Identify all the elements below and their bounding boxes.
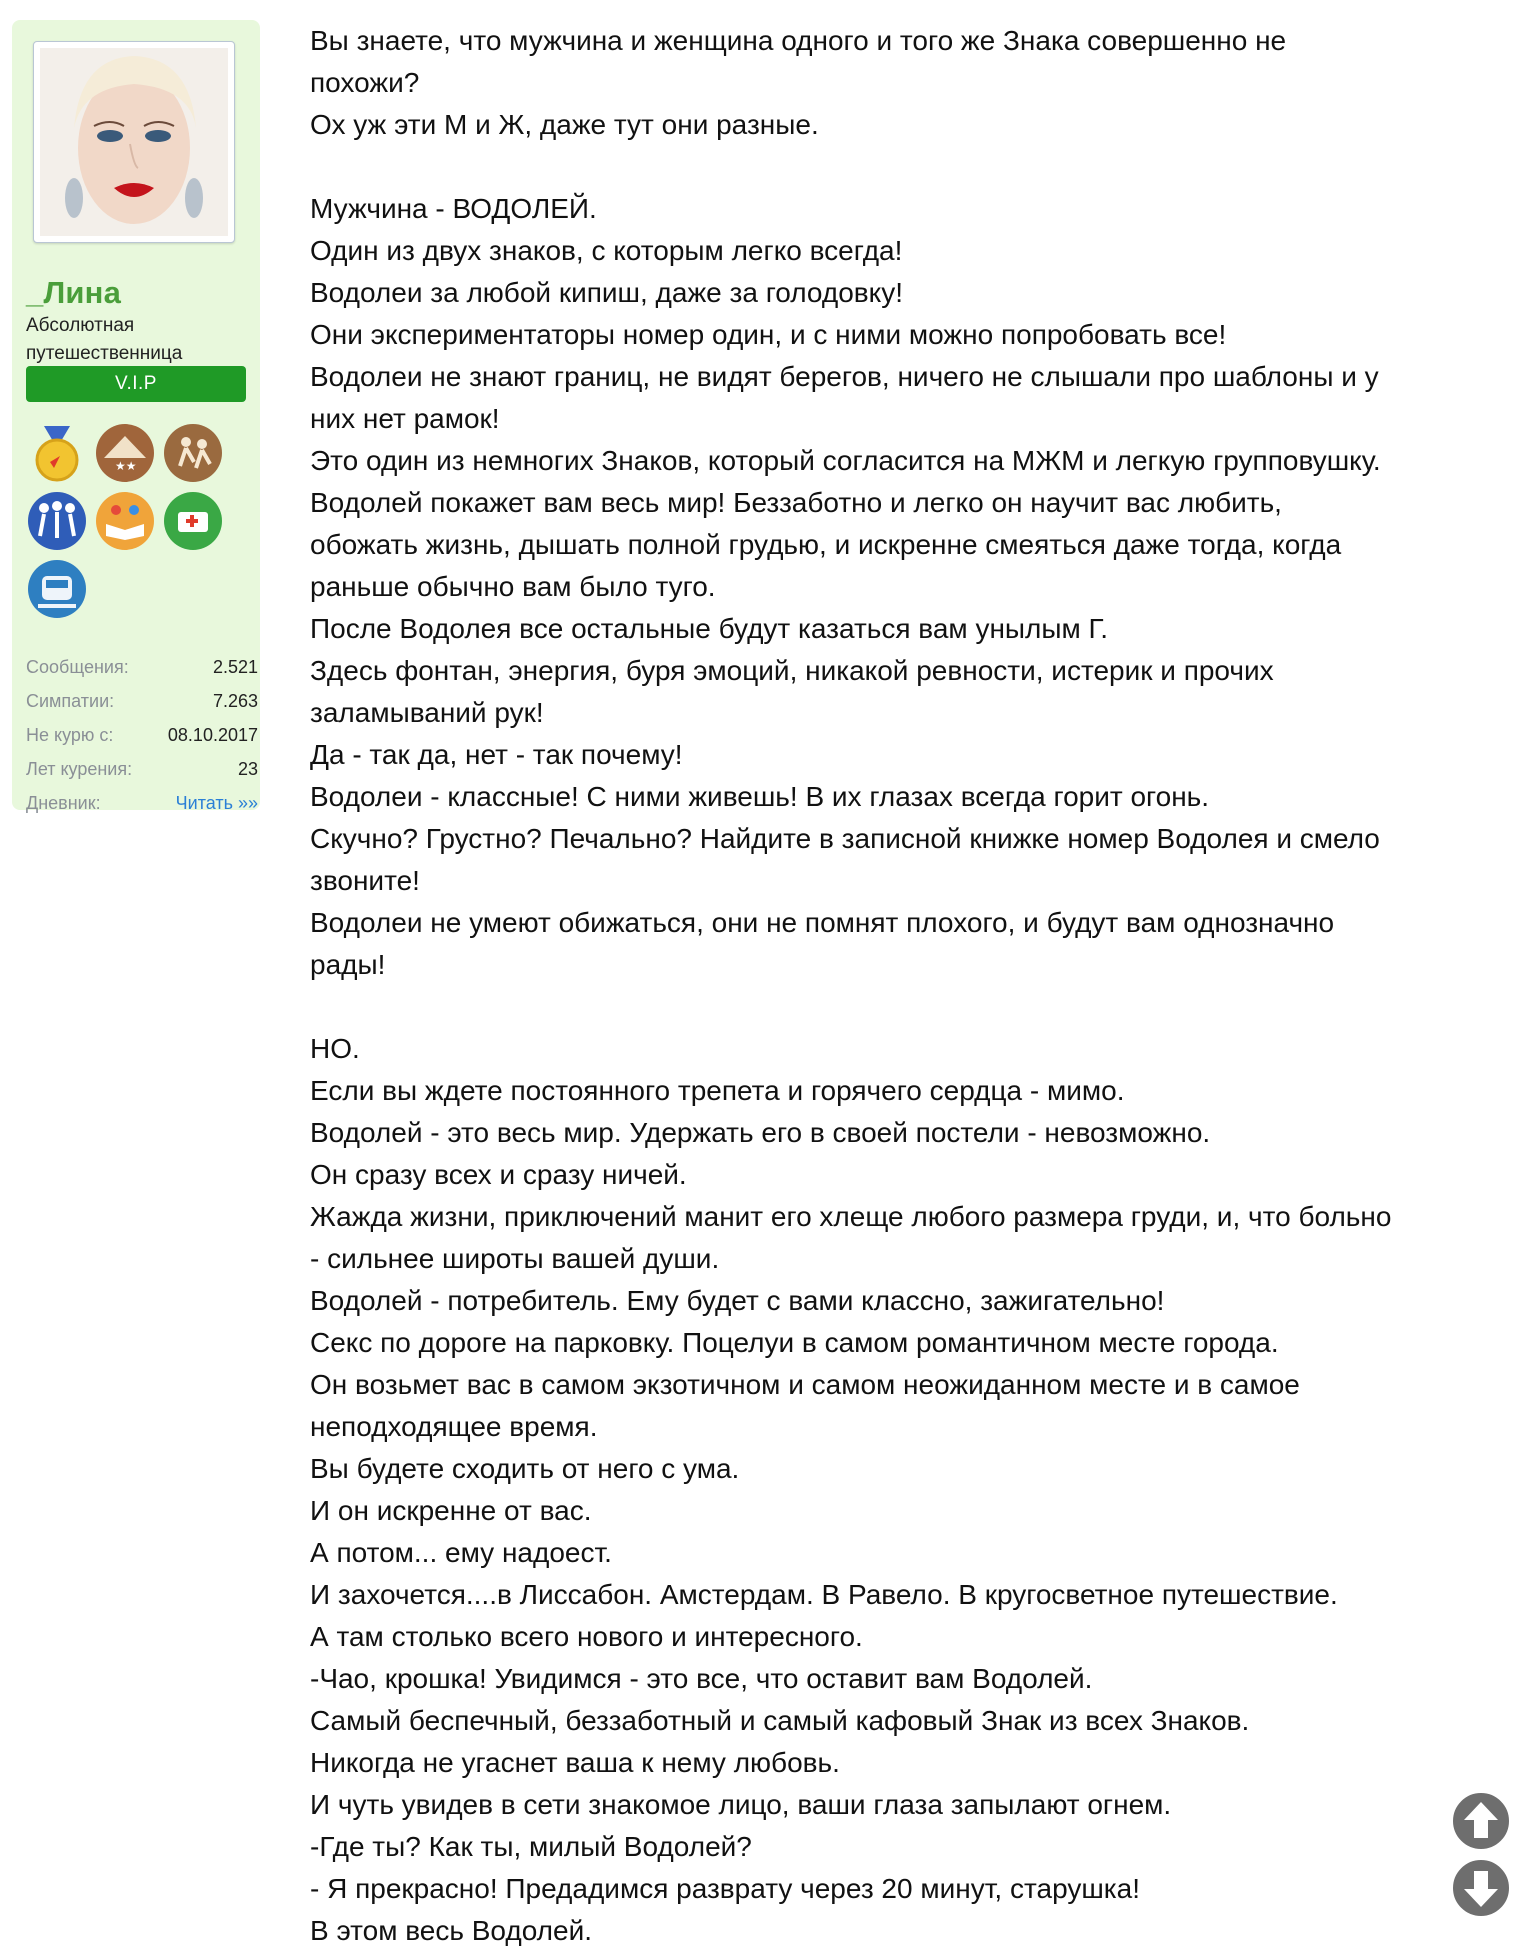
avatar-image — [40, 48, 228, 236]
post-line: Да - так да, нет - так почему! — [310, 739, 683, 770]
avatar[interactable] — [33, 41, 235, 243]
post-line: Водолей - потребитель. Ему будет с вами классно, зажигательно! — [310, 1285, 1165, 1316]
awards — [26, 422, 256, 662]
post-line: Они экспериментаторы номер один, и с ними можно попробовать все! — [310, 319, 1227, 350]
post-line: Он возьмет вас в самом экзотичном и самом неожиданном месте и в самое — [310, 1369, 1300, 1400]
post-line: - сильнее широты вашей души. — [310, 1243, 720, 1274]
post-line: Один из двух знаков, с которым легко всегда! — [310, 235, 903, 266]
post-line: Мужчина - ВОДОЛЕЙ. — [310, 193, 597, 224]
post-line: - Я прекрасно! Предадимся разврату через 20 минут, старушка! — [310, 1873, 1141, 1904]
stat-row-messages — [26, 650, 258, 684]
post-line: И он искренне от вас. — [310, 1495, 592, 1526]
vip-badge: V.I.P — [26, 366, 246, 402]
username[interactable]: _Лина — [26, 275, 122, 310]
dancers-icon[interactable] — [162, 422, 224, 484]
post-line: Водолеи не умеют обижаться, они не помнят плохого, и будут вам однозначно — [310, 907, 1335, 938]
medal-icon[interactable] — [26, 422, 88, 484]
svg-text:★★: ★★ — [115, 459, 137, 473]
post-line: Это один из немногих Знаков, который согласится на МЖМ и легкую групповушку. — [310, 445, 1381, 476]
post-line: Он сразу всех и сразу ничей. — [310, 1159, 687, 1190]
post-line: них нет рамок! — [310, 403, 500, 434]
stat-label: Симпатии: — [26, 691, 115, 711]
stat-value: 7.263 — [212, 691, 258, 711]
stat-value: 2.521 — [212, 657, 258, 677]
people-jumping-icon[interactable] — [26, 490, 88, 552]
user-title: Абсолютная путешественница — [26, 315, 183, 364]
stat-row-no-smoking-since — [26, 718, 258, 752]
open-book-people-icon[interactable] — [94, 490, 156, 552]
stat-label: Дневник: — [26, 793, 101, 813]
post-line: Здесь фонтан, энергия, буря эмоций, никакой ревности, истерик и прочих — [310, 655, 1274, 686]
stat-row-likes — [26, 684, 258, 718]
post-line: Жажда жизни, приключений манит его хлеще любого размера груди, и, что больно — [310, 1201, 1392, 1232]
post-line: похожи? — [310, 67, 420, 98]
post-line: Водолеи - классные! С ними живешь! В их глазах всегда горит огонь. — [310, 781, 1210, 812]
post-line: рады! — [310, 949, 386, 980]
post-line: Водолеи не знают границ, не видят берегов, ничего не слышали про шаблоны и у — [310, 361, 1379, 392]
post-body — [310, 20, 1505, 1952]
diary-read-link[interactable]: Читать »» — [175, 793, 258, 813]
post-line: Секс по дороге на парковку. Поцелуи в самом романтичном месте города. — [310, 1327, 1279, 1358]
post-line: заламываний рук! — [310, 697, 544, 728]
post-line: обожать жизнь, дышать полной грудью, и искренне смеяться даже тогда, когда — [310, 529, 1342, 560]
stat-label: Сообщения: — [26, 657, 129, 677]
stat-value: 08.10.2017 — [167, 725, 258, 745]
ambulance-icon[interactable] — [162, 490, 224, 552]
post-line: НО. — [310, 1033, 360, 1064]
post-line: И чуть увидев в сети знакомое лицо, ваши глаза запылают огнем. — [310, 1789, 1172, 1820]
post-line: Водолеи за любой кипиш, даже за голодовку! — [310, 277, 904, 308]
post-line: После Водолея все остальные будут казаться вам унылым Г. — [310, 613, 1109, 644]
post-line: Никогда не угаснет ваша к нему любовь. — [310, 1747, 840, 1778]
user-stats — [26, 650, 258, 820]
blank-line — [310, 146, 1505, 188]
post-line: Самый беспечный, беззаботный и самый кафовый Знак из всех Знаков. — [310, 1705, 1250, 1736]
stat-row-diary — [26, 786, 258, 820]
user-profile-card — [12, 20, 260, 813]
post-line: А там столько всего нового и интересного. — [310, 1621, 863, 1652]
train-icon[interactable] — [26, 558, 88, 620]
post-line: Водолей покажет вам весь мир! Беззаботно и легко он научит вас любить, — [310, 487, 1282, 518]
stat-value: 23 — [237, 759, 258, 779]
post-line: Вы знаете, что мужчина и женщина одного и того же Знака совершенно не — [310, 25, 1287, 56]
arrow-down-icon[interactable] — [1450, 1857, 1512, 1919]
post-line: Скучно? Грустно? Печально? Найдите в записной книжке номер Водолея и смело — [310, 823, 1380, 854]
stat-label: Лет курения: — [26, 759, 133, 779]
post-line: звоните! — [310, 865, 420, 896]
post-line: В этом весь Водолей. — [310, 1915, 592, 1946]
post-line: Если вы ждете постоянного трепета и горячего сердца - мимо. — [310, 1075, 1125, 1106]
stat-label: Не курю с: — [26, 725, 114, 745]
post-line: раньше обычно вам было туго. — [310, 571, 716, 602]
post-line: Вы будете сходить от него с ума. — [310, 1453, 740, 1484]
stat-row-smoking-years — [26, 752, 258, 786]
post-line: -Где ты? Как ты, милый Водолей? — [310, 1831, 752, 1862]
post-line: А потом... ему надоест. — [310, 1537, 612, 1568]
arrow-up-icon[interactable] — [1450, 1790, 1512, 1852]
post-line: -Чао, крошка! Увидимся - это все, что оставит вам Водолей. — [310, 1663, 1093, 1694]
blank-line — [310, 986, 1505, 1028]
post-line: неподходящее время. — [310, 1411, 598, 1442]
post-line: Водолей - это весь мир. Удержать его в своей постели - невозможно. — [310, 1117, 1211, 1148]
post-line: И захочется....в Лиссабон. Амстердам. В Равело. В кругосветное путешествие. — [310, 1579, 1338, 1610]
post-line: Ох уж эти М и Ж, даже тут они разные. — [310, 109, 819, 140]
mountain-stars-icon[interactable] — [94, 422, 156, 484]
